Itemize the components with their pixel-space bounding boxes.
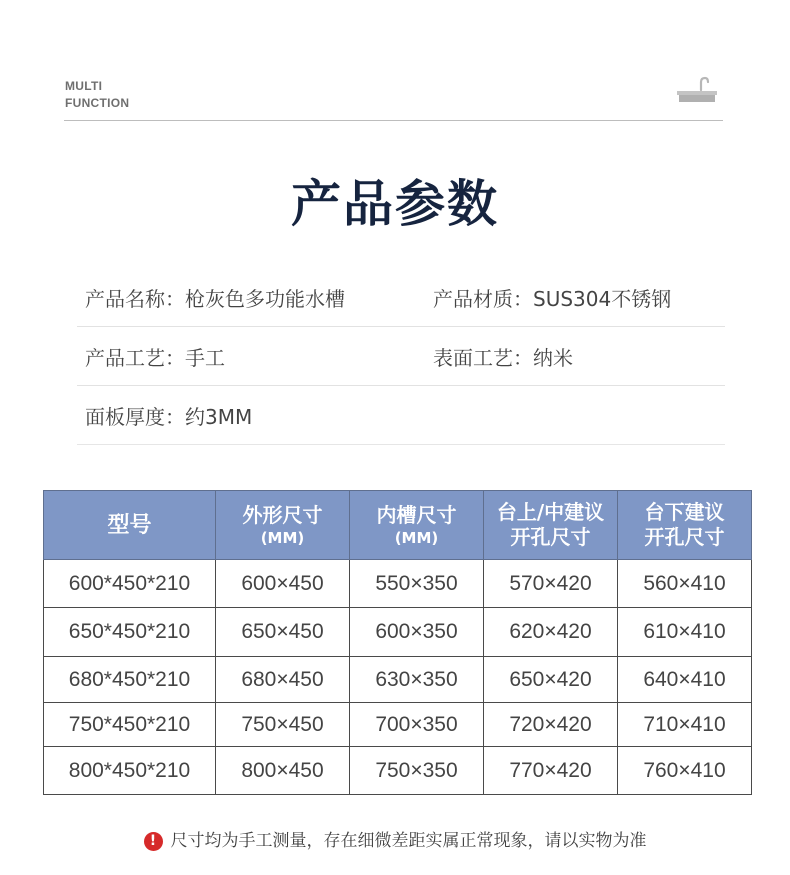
column-header-label-2: 开孔尺寸 — [644, 525, 725, 549]
column-header-label: 外形尺寸 — [242, 502, 323, 527]
cell-model: 800*450*210 — [44, 747, 216, 795]
table-row — [44, 657, 752, 703]
column-header-unit: (MM) — [394, 528, 439, 547]
warning-icon: ! — [144, 832, 163, 851]
brand-header — [64, 76, 723, 121]
info-label: 产品工艺： — [85, 346, 185, 370]
cell-undermount-cutout: 760×410 — [618, 747, 752, 795]
cell-model: 600*450*210 — [44, 560, 216, 608]
info-label: 表面工艺： — [433, 346, 533, 370]
page-title: 产品参数 — [291, 175, 499, 233]
footnote — [0, 826, 790, 851]
product-info — [77, 268, 725, 445]
cell-topmount-cutout: 570×420 — [484, 560, 618, 608]
spec-table — [43, 490, 752, 795]
column-header-topmount-cutout — [484, 491, 618, 560]
column-header-outer-size — [216, 491, 350, 560]
footnote-text: 尺寸均为手工测量，存在细微差距实属正常现象，请以实物为准 — [170, 831, 647, 851]
brand-line-1: MULTI — [65, 79, 103, 93]
column-header-undermount-cutout — [618, 491, 752, 560]
column-header-unit: (MM) — [260, 528, 305, 547]
info-value: 手工 — [185, 346, 225, 370]
cell-undermount-cutout: 610×410 — [618, 608, 752, 657]
cell-model: 750*450*210 — [44, 703, 216, 747]
cell-outer-size: 600×450 — [216, 560, 350, 608]
info-row — [77, 268, 725, 327]
brand-line-2: FUNCTION — [65, 96, 130, 110]
cell-outer-size: 750×450 — [216, 703, 350, 747]
info-value: 约3MM — [185, 405, 253, 429]
column-header-model — [44, 491, 216, 560]
info-row — [77, 327, 725, 386]
table-row — [44, 703, 752, 747]
cell-model: 650*450*210 — [44, 608, 216, 657]
table-header-row — [44, 491, 752, 560]
info-value: 枪灰色多功能水槽 — [185, 287, 345, 311]
info-item-thickness — [85, 401, 252, 430]
cell-undermount-cutout: 710×410 — [618, 703, 752, 747]
column-header-label: 型号 — [107, 512, 152, 538]
cell-inner-size: 700×350 — [350, 703, 484, 747]
cell-inner-size: 630×350 — [350, 657, 484, 703]
cell-undermount-cutout: 560×410 — [618, 560, 752, 608]
cell-inner-size: 550×350 — [350, 560, 484, 608]
brand-text — [65, 78, 129, 112]
cell-inner-size: 600×350 — [350, 608, 484, 657]
cell-outer-size: 800×450 — [216, 747, 350, 795]
cell-model: 680*450*210 — [44, 657, 216, 703]
cell-topmount-cutout: 650×420 — [484, 657, 618, 703]
info-item-craft — [85, 342, 225, 371]
info-value: SUS304不锈钢 — [533, 287, 672, 311]
info-item-name — [85, 283, 345, 312]
table-row — [44, 608, 752, 657]
cell-topmount-cutout: 720×420 — [484, 703, 618, 747]
info-item-surface — [433, 342, 573, 371]
sink-icon — [675, 76, 723, 106]
column-header-label: 内槽尺寸 — [376, 502, 457, 527]
column-header-label: 台下建议 — [644, 500, 725, 524]
info-label: 产品名称： — [85, 287, 185, 311]
table-row — [44, 747, 752, 795]
cell-inner-size: 750×350 — [350, 747, 484, 795]
cell-outer-size: 650×450 — [216, 608, 350, 657]
cell-undermount-cutout: 640×410 — [618, 657, 752, 703]
table-row — [44, 560, 752, 608]
info-value: 纳米 — [533, 346, 573, 370]
info-item-material — [433, 283, 671, 312]
info-label: 面板厚度： — [85, 405, 185, 429]
info-row — [77, 386, 725, 445]
column-header-label: 台上/中建议 — [496, 500, 605, 524]
cell-topmount-cutout: 620×420 — [484, 608, 618, 657]
cell-topmount-cutout: 770×420 — [484, 747, 618, 795]
column-header-label-2: 开孔尺寸 — [510, 525, 591, 549]
info-label: 产品材质： — [433, 287, 533, 311]
column-header-inner-size — [350, 491, 484, 560]
cell-outer-size: 680×450 — [216, 657, 350, 703]
